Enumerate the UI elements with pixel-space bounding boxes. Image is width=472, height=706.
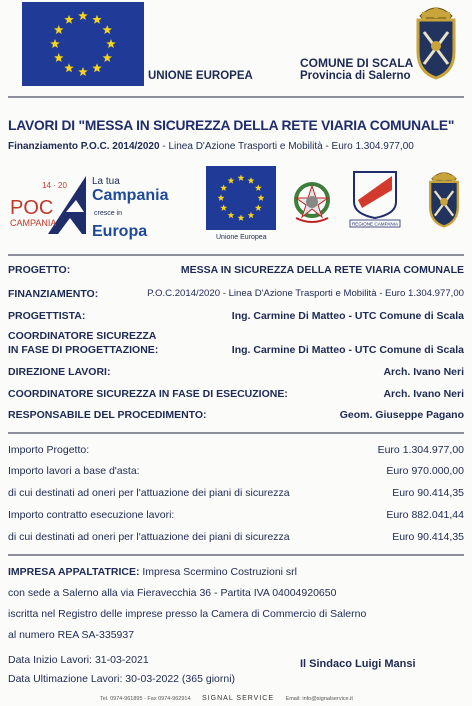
amount-label: Importo contratto esecuzione lavori: [8,509,175,521]
contractor-line-3: iscritta nel Registro delle imprese presso la Camera di Commercio di Salerno [8,608,367,620]
financing-rest: - Linea D'Azione Trasporti e Mobilità - Euro 1.304.977,00 [162,141,414,152]
poc-years: 14 · 20 [42,181,67,190]
detail-label: DIREZIONE LAVORI: [8,366,111,378]
divider [8,432,464,434]
slogan-cresce: cresce in [94,209,123,217]
regione-campania-logo [348,170,402,228]
footer-brand: SIGNAL SERVICE [202,695,275,702]
provincia-subtitle: Provincia di Salerno [300,70,411,82]
contractor-line-2: con sede a Salerno alla via Fieravecchia 36 - Partita IVA 04004920650 [8,587,337,599]
detail-value: Ing. Carmine Di Matteo - UTC Comune di Scala [231,310,464,322]
amount-label: Importo lavori a base d'asta: [8,465,140,477]
detail-label: COORDINATORE SICUREZZA [8,330,157,342]
detail-label: FINANZIAMENTO: [8,288,99,300]
detail-value: Ing. Carmine Di Matteo - UTC Comune di Scala [231,344,464,356]
scala-coat-of-arms-icon [424,166,464,230]
amount-label: Importo Progetto: [8,444,90,456]
footer-tel: Tel. 0974-961895 - Fax 0974-962914 [100,696,191,702]
eu-flag-icon [206,166,276,230]
divider [8,554,464,556]
amount-value: Euro 90.414,35 [392,531,464,543]
main-title: LAVORI DI "MESSA IN SICUREZZA DELLA RETE VIARIA COMUNALE" [8,118,455,133]
poc-campania: CAMPANIA [10,218,57,228]
detail-label: PROGETTISTA: [8,310,86,322]
end-date: Data Ultimazione Lavori: 30-03-2022 (365 giorni) [8,673,236,685]
footer-email: Email: info@signalservice.it [285,696,353,702]
detail-value: Arch. Ivano Neri [383,366,464,378]
amount-value: Euro 970.000,00 [386,465,464,477]
amount-value: Euro 882.041,44 [386,509,464,521]
mayor-signature: Il Sindaco Luigi Mansi [300,658,416,670]
contractor-line-1 [8,566,297,578]
italian-republic-emblem-icon [290,178,334,226]
detail-label: COORDINATORE SICUREZZA IN FASE DI ESECUZIONE: [8,388,288,400]
campania-slogan [92,176,202,241]
amount-value: Euro 1.304.977,00 [377,444,464,456]
financing-label: Finanziamento P.O.C. 2014/2020 [8,141,160,152]
slogan-europa: Europa [92,223,148,240]
detail-label: RESPONSABILE DEL PROCEDIMENTO: [8,409,207,421]
comune-title: COMUNE DI SCALA [300,56,414,70]
slogan-campania: Campania [92,187,169,204]
contractor-label: IMPRESA APPALTATRICE: [8,566,140,578]
detail-value: Geom. Giuseppe Pagano [339,409,464,421]
detail-label: PROGETTO: [8,264,71,276]
regione-label: REGIONE CAMPANIA [351,221,399,227]
divider [8,254,464,256]
contractor-line-4: al numero REA SA-335937 [8,629,135,641]
scala-coat-of-arms-icon [410,2,462,80]
amount-value: Euro 90.414,35 [392,487,464,499]
eu-flag-icon [22,2,144,86]
financing-line [8,141,414,152]
start-date: Data Inizio Lavori: 31-03-2021 [8,654,149,666]
poc-campania-logo [8,172,88,240]
poc-word: POC [10,197,54,219]
contractor-name: Impresa Scermino Costruzioni srl [142,566,298,578]
detail-value: Arch. Ivano Neri [383,388,464,400]
detail-label: IN FASE DI PROGETTAZIONE: [8,344,159,356]
eu-caption: UNIONE EUROPEA [148,70,253,82]
slogan-prefix: La tua [92,176,120,187]
amount-label: di cui destinati ad oneri per l'attuazione dei piani di sicurezza [8,487,290,499]
amount-label: di cui destinati ad oneri per l'attuazione dei piani di sicurezza [8,531,290,543]
eu-caption-small: Unione Europea [216,234,267,241]
detail-value: P.O.C.2014/2020 - Linea D'Azione Trasporti e Mobilità - Euro 1.304.977,00 [147,288,464,299]
divider [8,96,464,98]
detail-value: MESSA IN SICUREZZA DELLA RETE VIARIA COMUNALE [180,264,464,276]
footer [100,695,353,702]
